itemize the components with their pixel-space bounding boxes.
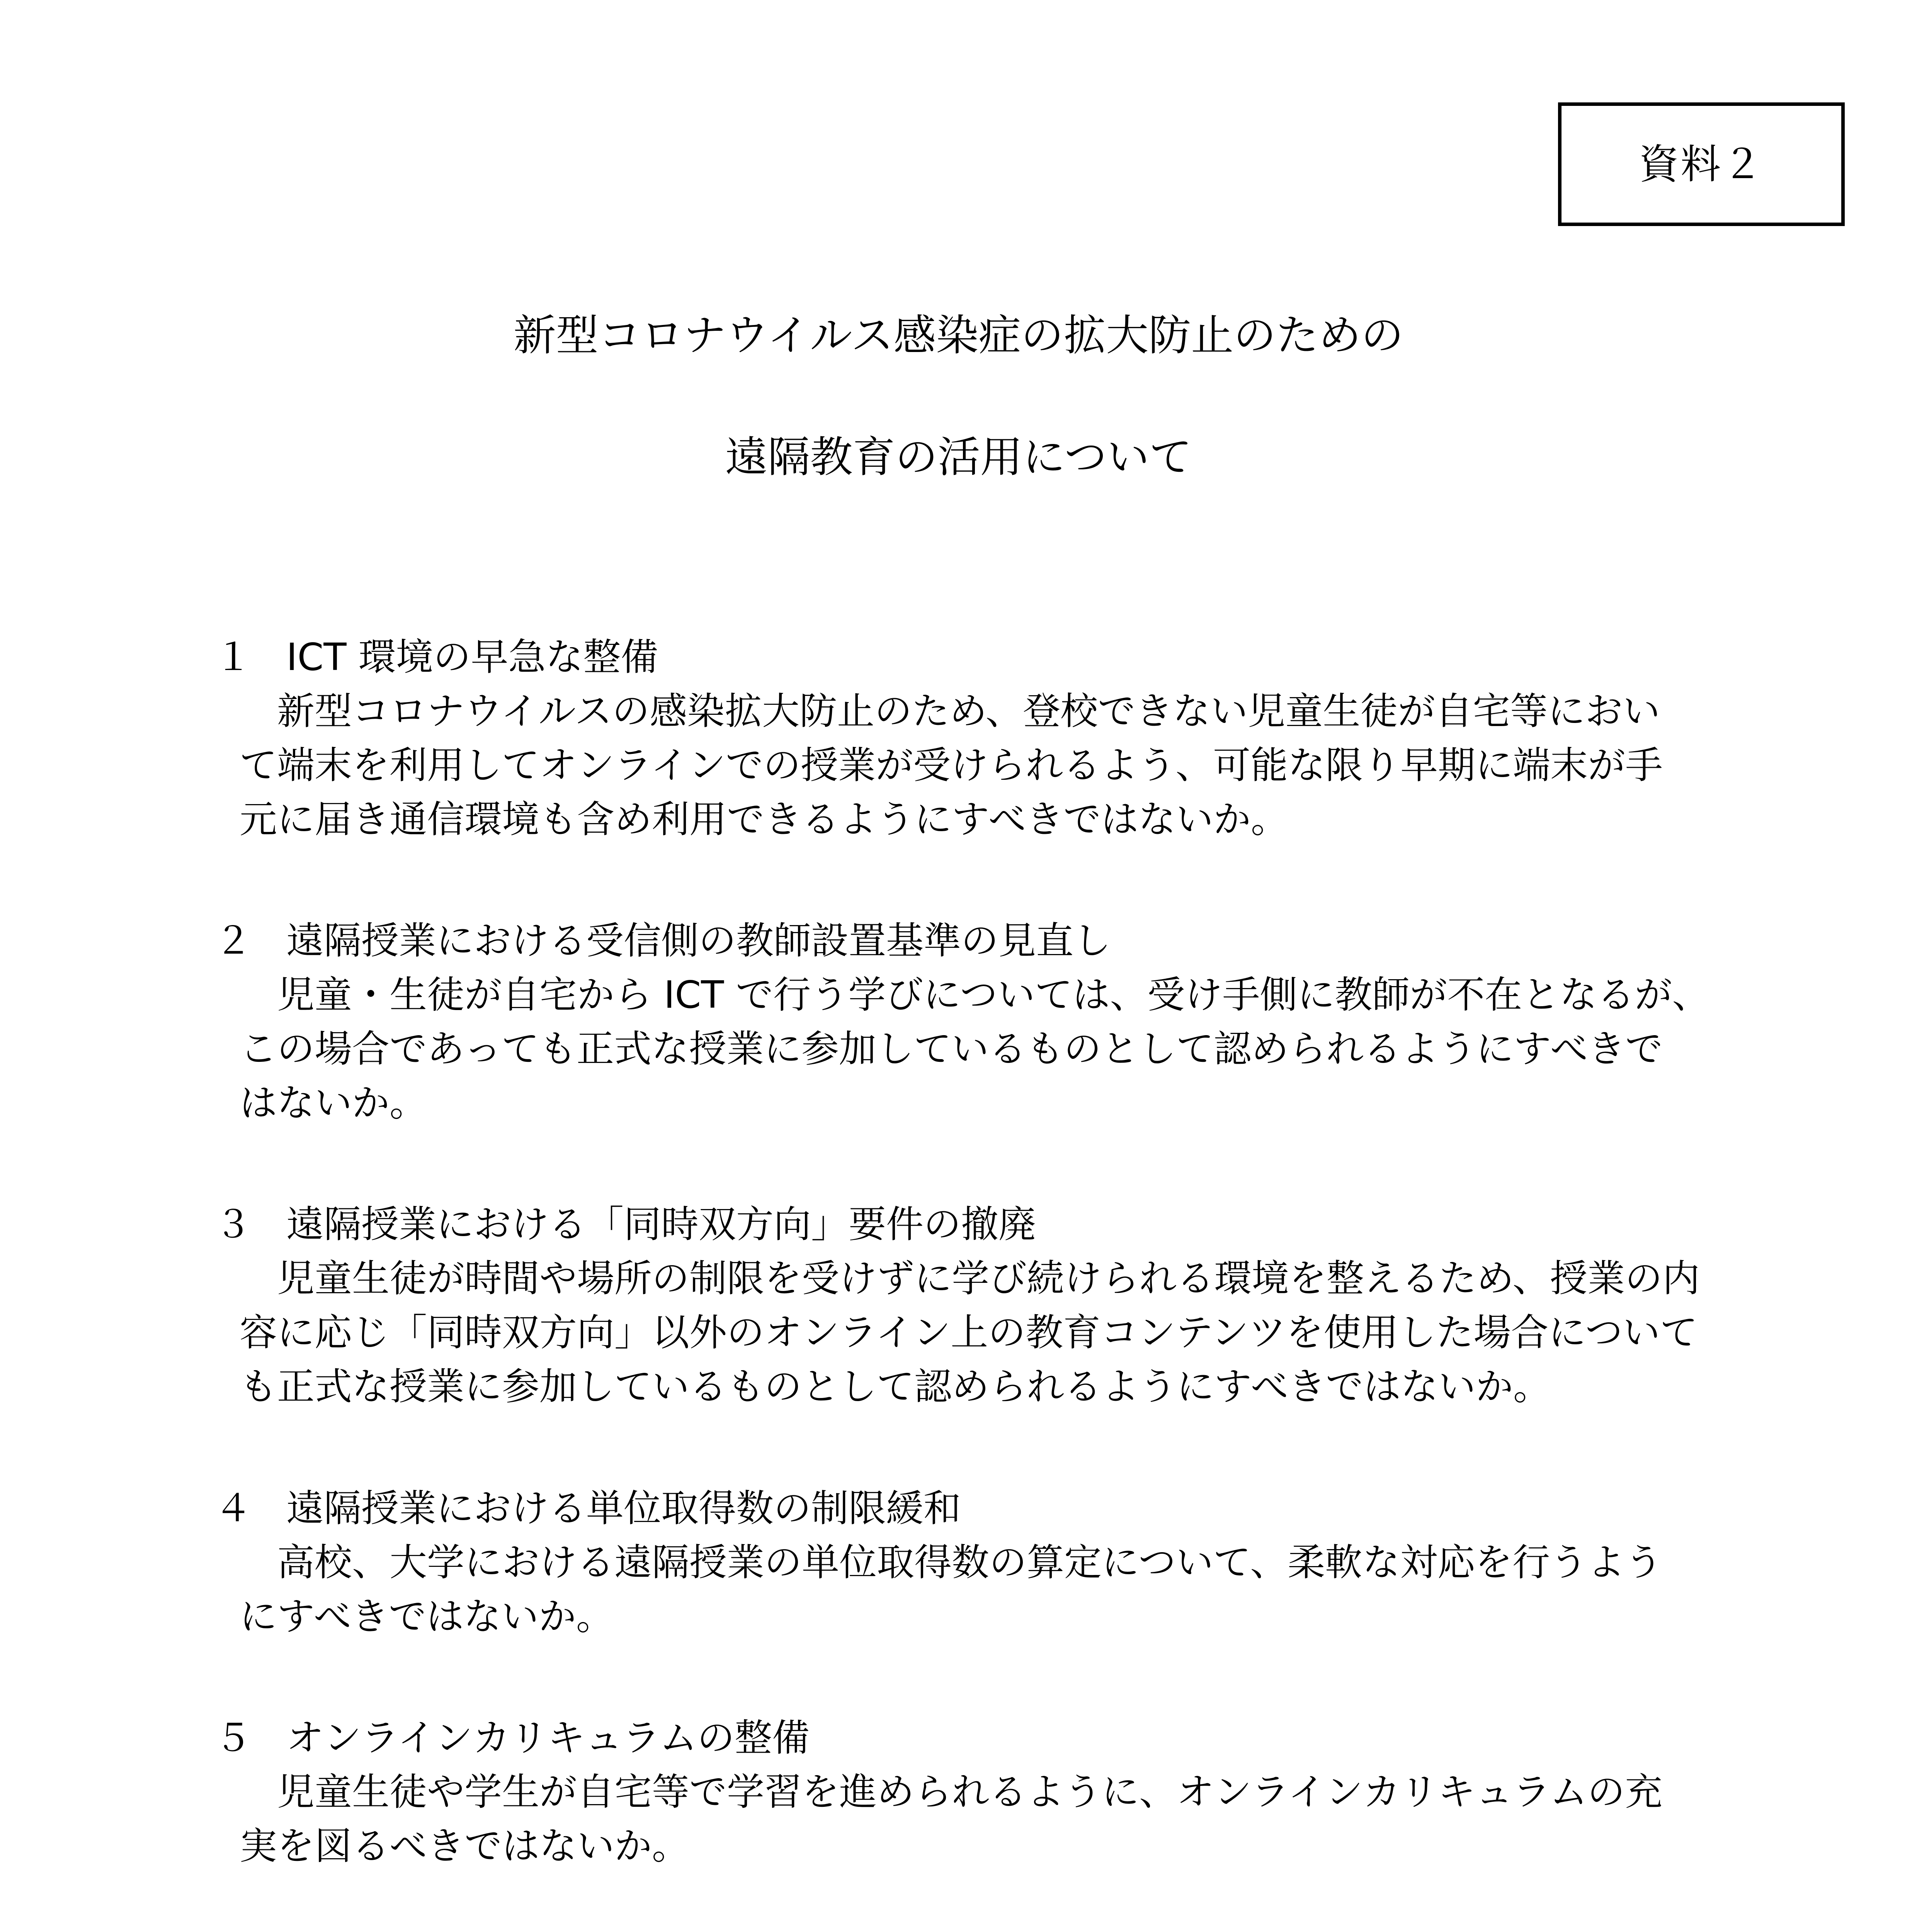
section-number: ４ [214,1486,252,1530]
section-3-body-line: 容に応じ「同時双方向」以外のオンライン上の教育コンテンツを使用した場合について [240,1311,1698,1354]
section-2-body-line: はないか。 [240,1081,427,1125]
section-2-heading [214,919,1111,963]
section-number: １ [214,635,252,679]
section-number: ３ [214,1202,252,1246]
section-title: 遠隔授業における「同時双方向」要件の撤廃 [286,1202,1036,1246]
section-2-body-line: この場合であっても正式な授業に参加しているものとして認められるようにすべきで [240,1027,1663,1071]
section-2-body-line: 児童・生徒が自宅から ICT で行う学びについては、受け手側に教師が不在となるが、 [240,973,1710,1017]
document-title-line-2: 遠隔教育の活用について [725,432,1192,482]
section-title: 遠隔授業における単位取得数の制限緩和 [286,1486,961,1530]
section-number: ２ [214,919,252,963]
section-number: ５ [214,1716,252,1760]
section-1-body-line: て端末を利用してオンラインでの授業が受けられるよう、可能な限り早期に端末が手 [240,743,1663,787]
section-3-heading [214,1202,1036,1246]
section-title: 遠隔授業における受信側の教師設置基準の見直し [286,919,1111,963]
document-title-line-1: 新型コロナウイルス感染症の拡大防止のための [513,311,1404,360]
section-1-heading [214,635,658,679]
section-5-body-line: 児童生徒や学生が自宅等で学習を進められるように、オンラインカリキュラムの充 [240,1770,1663,1814]
document-label: 資料２ [1638,141,1764,188]
section-4-body-line: 高校、大学における遠隔授業の単位取得数の算定について、柔軟な対応を行うよう [240,1541,1663,1584]
section-title: ICT 環境の早急な整備 [286,635,658,679]
section-3-body-line: も正式な授業に参加しているものとして認められるようにすべきではないか。 [240,1365,1551,1408]
section-5-body-line: 実を図るべきではないか。 [240,1824,689,1868]
section-3-body-line: 児童生徒が時間や場所の制限を受けずに学び続けられる環境を整えるため、授業の内 [240,1257,1700,1300]
section-4-body-line: にすべきではないか。 [240,1595,614,1638]
section-title: オンラインカリキュラムの整備 [286,1716,810,1760]
section-4-heading [214,1486,961,1530]
section-1-body-line: 元に届き通信環境も含め利用できるようにすべきではないか。 [240,798,1289,841]
section-1-body-line: 新型コロナウイルスの感染拡大防止のため、登校できない児童生徒が自宅等におい [240,689,1660,733]
section-5-heading [214,1716,810,1760]
document-label-box [1558,102,1845,226]
